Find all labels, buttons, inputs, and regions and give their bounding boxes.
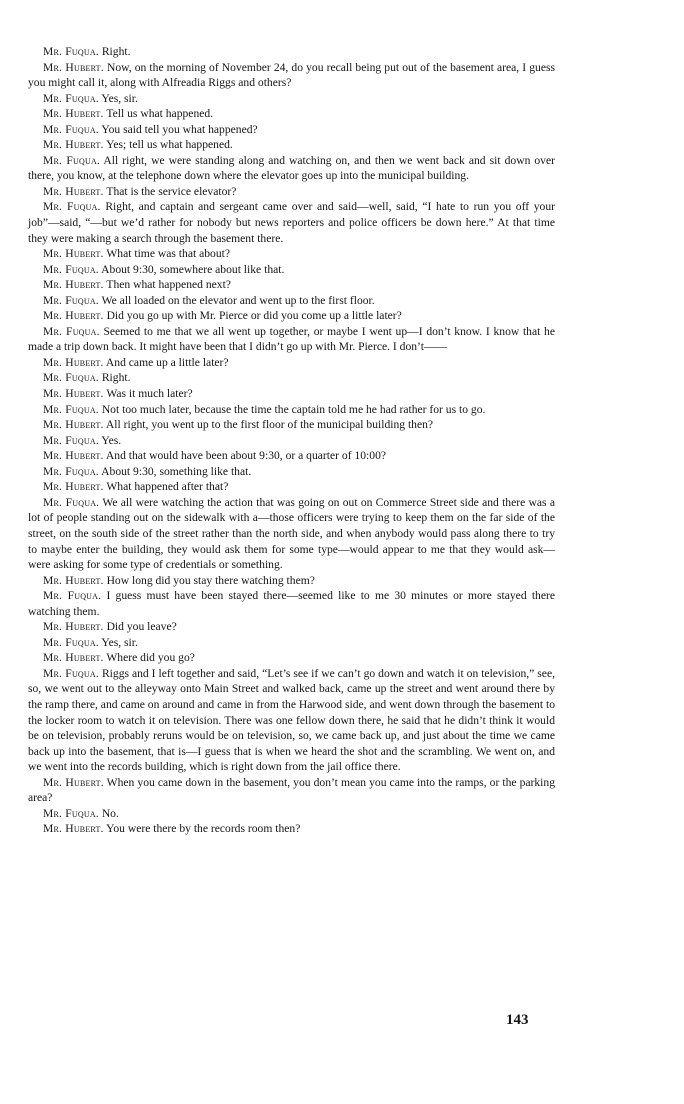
speech-text: You were there by the records room then? [106, 822, 301, 836]
testimony-paragraph [28, 386, 555, 402]
testimony-paragraph [28, 137, 555, 153]
testimony-paragraph [28, 106, 555, 122]
testimony-paragraph [28, 91, 555, 107]
speaker-name: Mr. Fuqua. [43, 433, 99, 447]
speech-text: How long did you stay there watching them? [106, 573, 315, 587]
speaker-name: Mr. Hubert. [43, 418, 104, 432]
page-number: 143 [506, 1012, 529, 1028]
speech-text: Yes, sir. [101, 635, 138, 649]
speech-text: All right, we were standing along and watching on, and then we went back and sit down over there, you know, at the telephone down where the elevator goes up into the municipal building. [28, 153, 555, 183]
speech-text: You said tell you what happened? [101, 122, 258, 136]
testimony-paragraph [28, 588, 555, 619]
speaker-name: Mr. Hubert. [43, 387, 104, 401]
speaker-name: Mr. Fuqua. [43, 635, 99, 649]
speech-text: Seemed to me that we all went up together, or maybe I went up—I don’t know. I know that he made a trip down back. It might have been that I didn’t go up with Mr. Pierce. I don’t—— [28, 324, 555, 354]
speaker-name: Mr. Hubert. [43, 775, 104, 789]
speaker-name: Mr. Fuqua. [43, 402, 99, 416]
testimony-paragraph [28, 199, 555, 246]
testimony-paragraph [28, 573, 555, 589]
speaker-name: Mr. Hubert. [43, 480, 104, 494]
speech-text: Was it much later? [106, 387, 193, 401]
speech-text: Not too much later, because the time the captain told me he had rather for us to go. [101, 402, 486, 416]
speech-text: When you came down in the basement, you don’t mean you came into the ramps, or the parking area? [28, 775, 555, 805]
testimony-paragraph [28, 495, 555, 573]
testimony-paragraph [28, 433, 555, 449]
speaker-name: Mr. Hubert. [43, 822, 104, 836]
testimony-paragraph [28, 370, 555, 386]
testimony-paragraph [28, 666, 555, 775]
speech-text: Right. [101, 371, 131, 385]
speech-text: And that would have been about 9:30, or a quarter of 10:00? [105, 449, 387, 463]
testimony-paragraph [28, 402, 555, 418]
speech-text: Yes; tell us what happened. [106, 138, 233, 152]
testimony-paragraph [28, 60, 555, 91]
speaker-name: Mr. Fuqua. [43, 153, 101, 167]
speech-text: Then what happened next? [106, 278, 231, 292]
speech-text: Right. [101, 45, 131, 58]
speaker-name: Mr. Fuqua. [43, 666, 99, 680]
testimony-paragraph [28, 619, 555, 635]
speaker-name: Mr. Fuqua. [43, 806, 99, 820]
speech-text: Now, on the morning of November 24, do you recall being put out of the basement area, I guess you might call it, along with Alfreadia Riggs and others? [28, 60, 555, 90]
speech-text: And came up a little later? [105, 355, 229, 369]
speaker-name: Mr. Fuqua. [43, 495, 100, 509]
speech-text: Right, and captain and sergeant came over and said—well, said, “I hate to run you off your job”—said, “—but we’d rather for nobody but news reporters and police officers be down here.” At that time they were making a search through the basement there. [28, 200, 555, 245]
speech-text: I guess must have been stayed there—seemed like to me 30 minutes or more stayed there watching them. [28, 589, 556, 618]
speech-text: Yes. [101, 433, 122, 447]
speech-text: Riggs and I left together and said, “Let’s see if we can’t go down and watch it on television,” see, so, we went out to the alleyway onto Main Street and walked back, came up the street and went around there by the ramp there, and came on around and came in from the Harwood side, and went down through the basement to the locker room to watch it on television. There was one fellow down there, he said that he didn’t think it would be on television, probably reruns would be on television, so, we came back up, and just about the time we came back up into the basement, that is—I guess that is when we heard the shot and the scrambling. We went on, and we went into the records building, which is right down from the jail office there. [28, 666, 555, 774]
speaker-name: Mr. Hubert. [43, 355, 104, 369]
speaker-name: Mr. Hubert. [43, 651, 104, 665]
speaker-name: Mr. Hubert. [43, 278, 104, 292]
testimony-paragraph [28, 479, 555, 495]
speaker-name: Mr. Fuqua. [43, 262, 99, 276]
speaker-name: Mr. Fuqua. [43, 371, 99, 385]
speech-text: Where did you go? [106, 651, 195, 665]
speaker-name: Mr. Fuqua. [43, 589, 102, 603]
speaker-name: Mr. Fuqua. [43, 464, 99, 478]
speech-text: We all loaded on the elevator and went up to the first floor. [101, 293, 375, 307]
transcript-body [28, 44, 555, 837]
testimony-paragraph [28, 464, 555, 480]
testimony-paragraph [28, 308, 555, 324]
testimony-paragraph [28, 293, 555, 309]
testimony-paragraph [28, 153, 555, 184]
testimony-paragraph [28, 806, 555, 822]
testimony-paragraph [28, 184, 555, 200]
speaker-name: Mr. Fuqua. [43, 324, 100, 338]
speech-text: Tell us what happened. [106, 107, 214, 121]
testimony-paragraph [28, 821, 555, 837]
speaker-name: Mr. Hubert. [43, 449, 104, 463]
speaker-name: Mr. Fuqua. [43, 91, 99, 105]
speech-text: What time was that about? [106, 247, 230, 261]
speaker-name: Mr. Hubert. [43, 573, 104, 587]
testimony-paragraph [28, 650, 555, 666]
speaker-name: Mr. Hubert. [43, 620, 104, 634]
speaker-name: Mr. Fuqua. [43, 293, 99, 307]
testimony-paragraph [28, 324, 555, 355]
speaker-name: Mr. Fuqua. [43, 200, 101, 214]
testimony-paragraph [28, 262, 555, 278]
speaker-name: Mr. Hubert. [43, 309, 104, 323]
testimony-paragraph [28, 417, 555, 433]
speech-text: What happened after that? [106, 480, 229, 494]
speech-text: Did you go up with Mr. Pierce or did you come up a little later? [106, 309, 402, 323]
testimony-paragraph [28, 635, 555, 651]
testimony-paragraph [28, 122, 555, 138]
speech-text: That is the service elevator? [106, 184, 237, 198]
speaker-name: Mr. Hubert. [43, 184, 104, 198]
speaker-name: Mr. Hubert. [43, 247, 104, 261]
speaker-name: Mr. Hubert. [43, 138, 104, 152]
speech-text: About 9:30, somewhere about like that. [101, 262, 285, 276]
speech-text: All right, you went up to the first floor of the municipal building then? [105, 418, 434, 432]
speech-text: Did you leave? [106, 620, 177, 634]
speech-text: We all were watching the action that was going on out on Commerce Street side and there was a lot of people standing out on the sidewalk with a—those officers were trying to keep them on the far side of the street, on the south side of the street rather than the north side, and when anybody would pass along there to try to maybe enter the building, they would ask them for some type—would appear to me that they would ask—were asking for some type of credentials or something. [28, 495, 555, 572]
speech-text: Yes, sir. [101, 91, 138, 105]
testimony-paragraph [28, 448, 555, 464]
testimony-paragraph [28, 355, 555, 371]
testimony-paragraph [28, 775, 555, 806]
speaker-name: Mr. Hubert. [43, 107, 104, 121]
speech-text: No. [101, 806, 119, 820]
speaker-name: Mr. Hubert. [43, 60, 104, 74]
speech-text: About 9:30, something like that. [101, 464, 252, 478]
testimony-paragraph [28, 277, 555, 293]
speaker-name: Mr. Fuqua. [43, 122, 99, 136]
testimony-paragraph [28, 246, 555, 262]
testimony-paragraph [28, 44, 555, 60]
speaker-name: Mr. Fuqua. [43, 45, 99, 58]
